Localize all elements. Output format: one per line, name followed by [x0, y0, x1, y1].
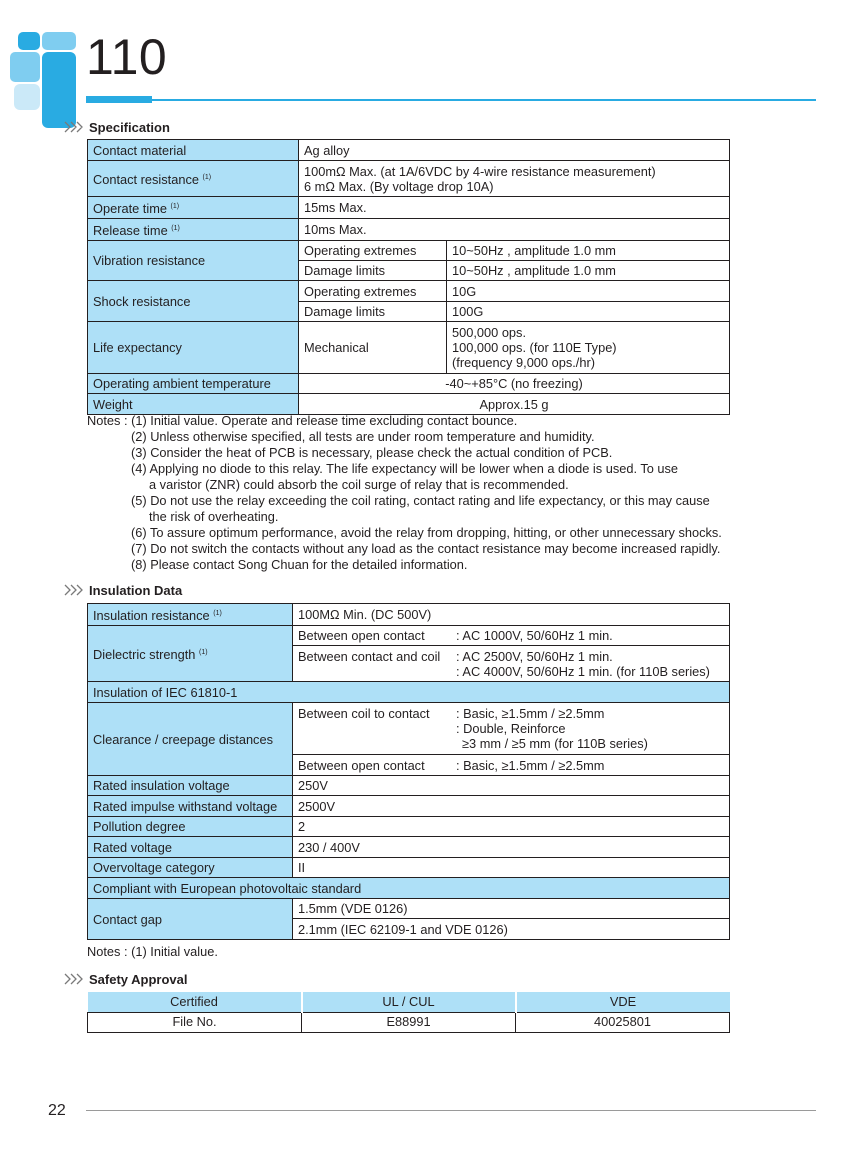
spec-value: 2	[293, 817, 730, 837]
chevron-right-icon	[64, 973, 84, 985]
spec-value: 500,000 ops. 100,000 ops. (for 110E Type) (frequency 9,000 ops./hr)	[447, 322, 730, 374]
table-row	[88, 776, 730, 796]
spec-section-row: Insulation of IEC 61810-1	[88, 682, 730, 703]
spec-value: II	[293, 858, 730, 878]
spec-value: 100MΩ Min. (DC 500V)	[293, 604, 730, 626]
table-row	[88, 197, 730, 219]
chevron-right-icon	[64, 584, 84, 596]
spec-label: Contact material	[88, 140, 299, 161]
table-header-cell: Certified	[88, 992, 302, 1012]
table-row	[88, 796, 730, 817]
table-header-row	[88, 992, 730, 1012]
table-row	[88, 394, 730, 415]
title-rule-accent	[86, 96, 152, 103]
spec-value: Between open contact : AC 1000V, 50/60Hz 1 min.	[293, 626, 730, 646]
spec-label: Weight	[88, 394, 299, 415]
spec-value: Ag alloy	[299, 140, 730, 161]
insulation-table	[87, 603, 730, 940]
table-row	[88, 604, 730, 626]
spec-value: -40~+85°C (no freezing)	[299, 374, 730, 394]
spec-label: Vibration resistance	[88, 241, 299, 281]
spec-value: 15ms Max.	[299, 197, 730, 219]
page-number: 22	[48, 1102, 66, 1119]
spec-label: Dielectric strength $^{(1)}$	[88, 626, 293, 682]
spec-label: Operate time $^{(1)}$	[88, 197, 299, 219]
spec-value: 10ms Max.	[299, 219, 730, 241]
table-header-cell: VDE	[516, 992, 730, 1012]
section-heading-safety: Safety Approval	[64, 971, 188, 987]
spec-value: 2.1mm (IEC 62109-1 and VDE 0126)	[293, 919, 730, 940]
section-heading-specification: Specification	[64, 119, 170, 135]
page-title: 110	[86, 29, 168, 85]
table-row	[88, 1012, 730, 1032]
table-row	[88, 703, 730, 755]
spec-value: Approx.15 g	[299, 394, 730, 415]
table-row	[88, 817, 730, 837]
specification-notes: Notes : (1) Initial value. Operate and release time excluding contact bounce. (2) Unless otherwise specified, all tests are under room temperature and humidity. (3) Consider the heat of PCB is necessary, please check the actual condition of PCB. (4) Applying no diode to this relay. The life expectancy will be lower when a diode is used. To use a varistor (ZNR) could absorb the coil surge of relay that is recommended. (5) Do not use the relay exceeding the coil rating, contact rating and life expectancy, or this may cause the risk of overheating. (6) To assure optimum performance, avoid the relay from dropping, hitting, or other unnecessary shocks. (7) Do not switch the contacts without any load as the contact resistance may become increased rapidly. (8) Please contact Song Chuan for the detailed information.	[87, 413, 722, 572]
table-row	[88, 140, 730, 161]
table-row	[88, 241, 730, 261]
table-row	[88, 219, 730, 241]
spec-sublabel: Operating extremes	[299, 281, 447, 302]
spec-label: Pollution degree	[88, 817, 293, 837]
specification-table	[87, 139, 730, 415]
table-cell: E88991	[302, 1012, 516, 1032]
spec-value: 100mΩ Max. (at 1A/6VDC by 4-wire resistance measurement) 6 mΩ Max. (By voltage drop 10A)	[299, 161, 730, 197]
spec-value: 230 / 400V	[293, 837, 730, 858]
spec-label: Insulation resistance $^{(1)}$	[88, 604, 293, 626]
table-row	[88, 626, 730, 646]
spec-label: Contact gap	[88, 899, 293, 940]
table-row	[88, 374, 730, 394]
spec-value: Between contact and coil : AC 2500V, 50/60Hz 1 min. : AC 4000V, 50/60Hz 1 min. (for 110B series)	[293, 646, 730, 682]
table-cell: File No.	[88, 1012, 302, 1032]
spec-value: Between coil to contact : Basic, ≥1.5mm / ≥2.5mm : Double, Reinforce ≥3 mm / ≥5 mm (for 110B series)	[293, 703, 730, 755]
spec-value: 100G	[447, 302, 730, 322]
chevron-right-icon	[64, 121, 84, 133]
spec-value: 10~50Hz , amplitude 1.0 mm	[447, 241, 730, 261]
spec-value: 10G	[447, 281, 730, 302]
spec-label: Operating ambient temperature	[88, 374, 299, 394]
spec-value: 2500V	[293, 796, 730, 817]
section-heading-insulation: Insulation Data	[64, 582, 182, 598]
table-row	[88, 878, 730, 899]
table-cell: 40025801	[516, 1012, 730, 1032]
spec-label: Rated impulse withstand voltage	[88, 796, 293, 817]
table-row	[88, 837, 730, 858]
spec-label: Contact resistance $^{(1)}$	[88, 161, 299, 197]
table-row	[88, 161, 730, 197]
spec-value: 1.5mm (VDE 0126)	[293, 899, 730, 919]
spec-label: Overvoltage category	[88, 858, 293, 878]
spec-label: Clearance / creepage distances	[88, 703, 293, 776]
spec-section-row: Compliant with European photovoltaic standard	[88, 878, 730, 899]
spec-value: 10~50Hz , amplitude 1.0 mm	[447, 261, 730, 281]
spec-value: 250V	[293, 776, 730, 796]
spec-sublabel: Damage limits	[299, 302, 447, 322]
spec-sublabel: Operating extremes	[299, 241, 447, 261]
table-row	[88, 682, 730, 703]
safety-table	[87, 992, 730, 1033]
spec-label: Shock resistance	[88, 281, 299, 322]
table-row	[88, 858, 730, 878]
spec-sublabel: Damage limits	[299, 261, 447, 281]
title-rule	[86, 99, 816, 101]
company-logo	[10, 32, 78, 128]
spec-sublabel: Mechanical	[299, 322, 447, 374]
footer-rule	[86, 1110, 816, 1111]
table-row	[88, 899, 730, 919]
table-row	[88, 322, 730, 374]
insulation-notes: Notes : (1) Initial value.	[87, 944, 218, 959]
spec-label: Life expectancy	[88, 322, 299, 374]
spec-label: Release time $^{(1)}$	[88, 219, 299, 241]
spec-label: Rated insulation voltage	[88, 776, 293, 796]
table-header-cell: UL / CUL	[302, 992, 516, 1012]
spec-label: Rated voltage	[88, 837, 293, 858]
spec-value: Between open contact : Basic, ≥1.5mm / ≥2.5mm	[293, 755, 730, 776]
table-row	[88, 281, 730, 302]
